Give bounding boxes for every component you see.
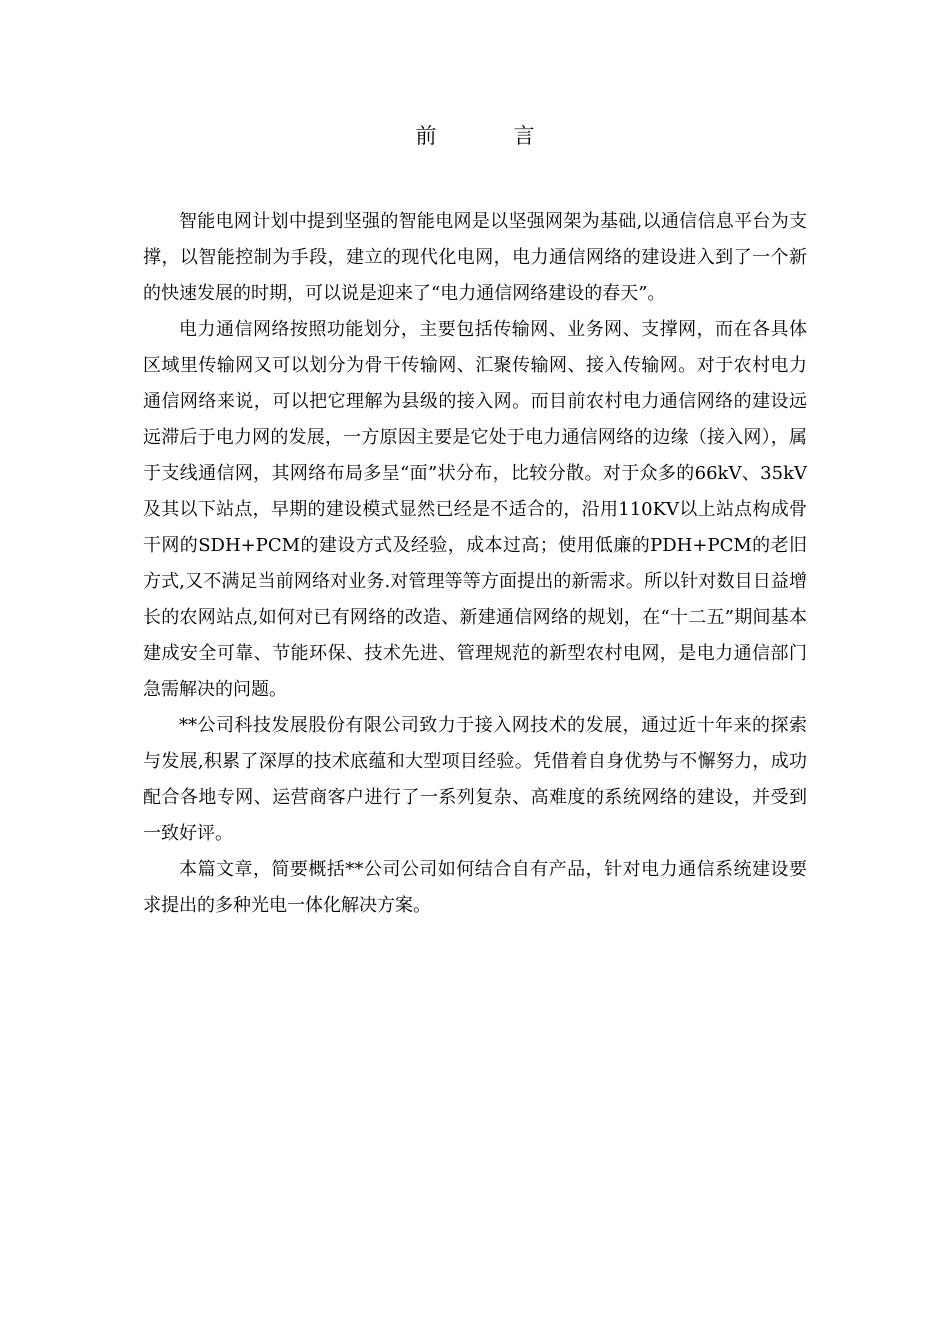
paragraph-1: 智能电网计划中提到坚强的智能电网是以坚强网架为基础,以通信信息平台为支撑，以智能控制为手段，建立的现代化电网，电力通信网络的建设进入到了一个新的快速发展的时期，可以说是迎来了“电力通信网络建设的春天”。 (143, 211, 807, 304)
paragraph-4: 本篇文章，简要概括**公司公司如何结合自有产品，针对电力通信系统建设要求提出的多种光电一体化解决方案。 (143, 859, 807, 916)
paragraph-3: **公司科技发展股份有限公司致力于接入网技术的发展，通过近十年来的探索与发展,积累了深厚的技术底蕴和大型项目经验。凭借着自身优势与不懈努力，成功配合各地专网、运营商客户进行了一系列复杂、高难度的系统网络的建设，并受到一致好评。 (143, 715, 807, 844)
page-title: 前 言 (415, 124, 563, 148)
document-body (143, 204, 807, 924)
paragraph-2: 电力通信网络按照功能划分，主要包括传输网、业务网、支撑网，而在各具体区域里传输网又可以划分为骨干传输网、汇聚传输网、接入传输网。对于农村电力通信网络来说，可以把它理解为县级的接入网。而目前农村电力通信网络的建设远远滞后于电力网的发展，一方原因主要是它处于电力通信网络的边缘（接入网），属于支线通信网，其网络布局多呈“面”状分布，比较分散。对于众多的66kV、35kV及其以下站点，早期的建设模式显然已经是不适合的，沿用110KV以上站点构成骨干网的SDH+PCM的建设方式及经验，成本过高；使用低廉的PDH+PCM的老旧方式,又不满足当前网络对业务.对管理等等方面提出的新需求。所以针对数目日益增长的农网站点,如何对已有网络的改造、新建通信网络的规划，在“十二五”期间基本建成安全可靠、节能环保、技术先进、管理规范的新型农村电网，是电力通信部门急需解决的问题。 (143, 319, 807, 700)
